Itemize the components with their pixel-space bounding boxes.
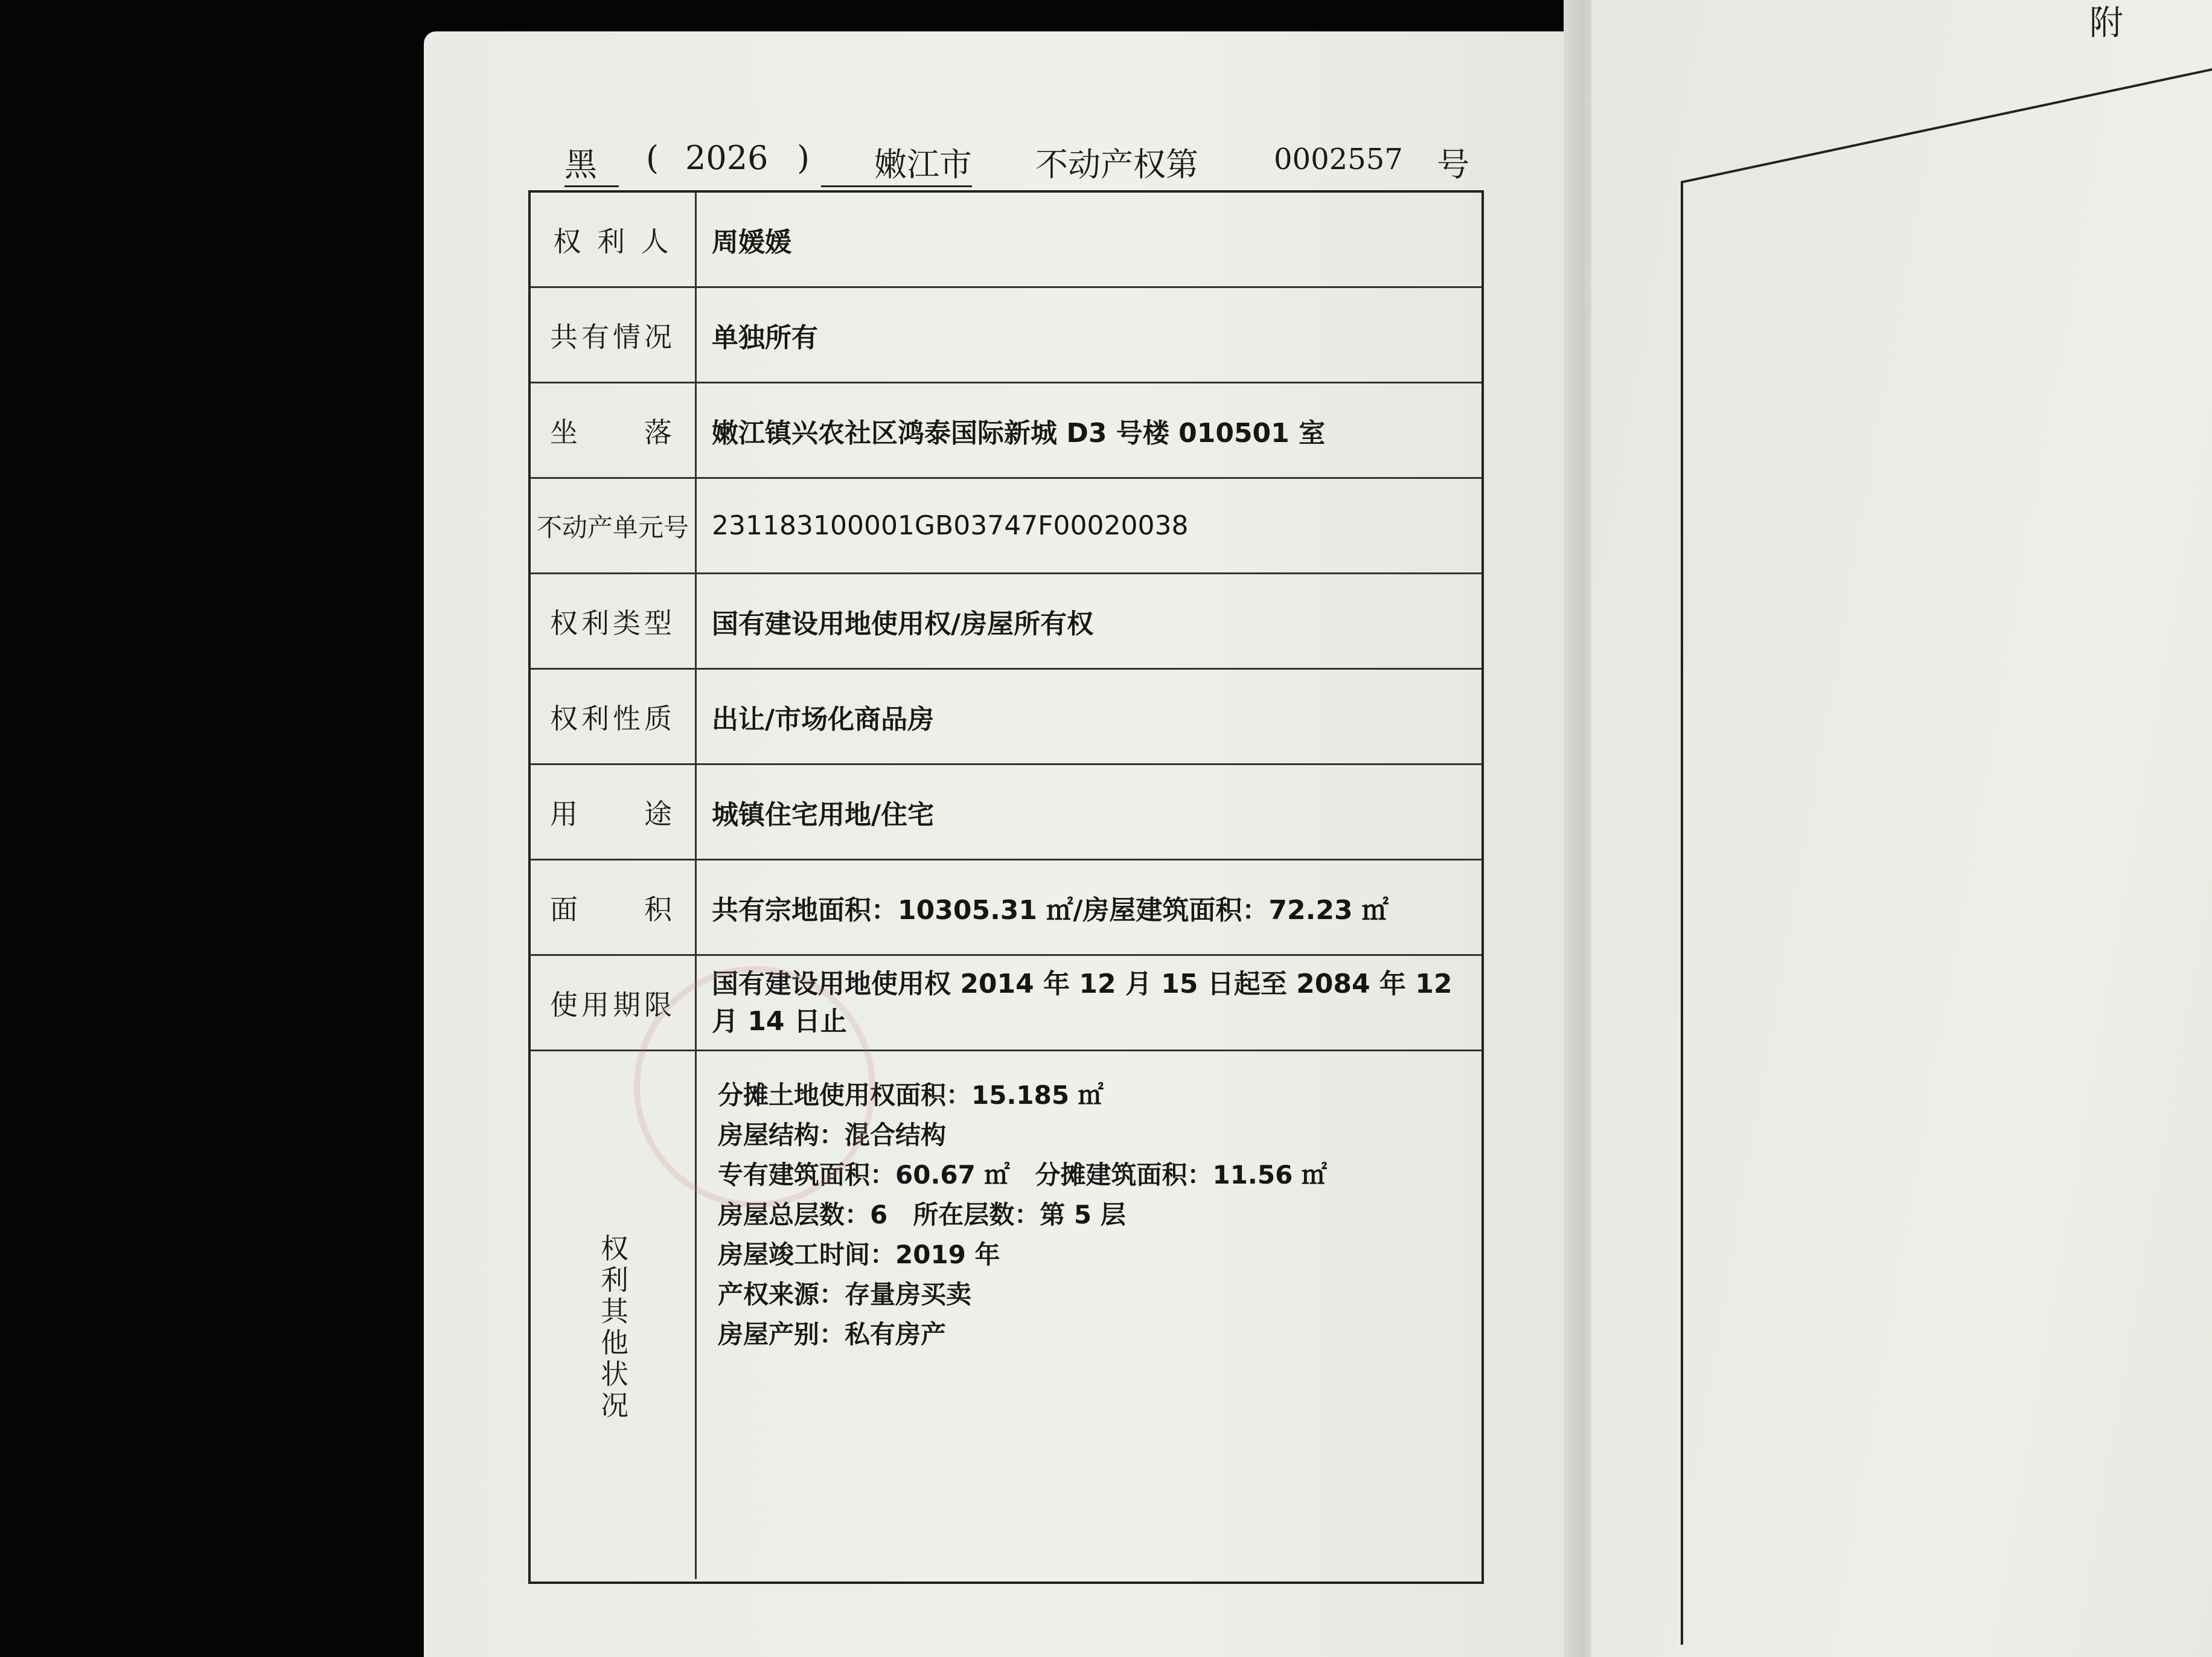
- value-right-holder: 周媛媛: [712, 226, 791, 258]
- row-location: [531, 383, 1482, 479]
- label-right-nature: 权利性质: [531, 670, 697, 763]
- label-unit-number: 不动产单元号: [531, 479, 697, 572]
- row-area: [531, 861, 1482, 956]
- year: 2026: [685, 139, 769, 177]
- value-right-nature: 出让/市场化商品房: [712, 704, 935, 735]
- label-term: 使用期限: [531, 956, 697, 1050]
- paren-close: ): [797, 139, 810, 177]
- row-right-type: [531, 574, 1482, 670]
- label-right-holder: 权 利 人: [531, 193, 697, 286]
- title-middle: 不动产权第: [1035, 146, 1198, 184]
- paren-open: (: [646, 139, 659, 177]
- other-line-exclusive-area: 专有建筑面积：60.67 ㎡ 分摊建筑面积：11.56 ㎡: [718, 1160, 1327, 1190]
- certificate-right-page: [1591, 0, 2212, 1657]
- corner-label: 附: [2089, 4, 2123, 43]
- label-usage: 用 途: [531, 765, 697, 859]
- faint-official-seal: [634, 966, 875, 1208]
- other-line-structure: 房屋结构：混合结构: [718, 1120, 947, 1150]
- certificate-number-line: [543, 133, 1485, 187]
- value-usage: 城镇住宅用地/住宅: [712, 799, 935, 830]
- value-area: 共有宗地面积：10305.31 ㎡/房屋建筑面积：72.23 ㎡: [712, 894, 1389, 926]
- value-unit-number: 231183100001GB03747F00020038: [712, 510, 1189, 541]
- property-rights-table: [528, 190, 1484, 1584]
- other-line-source: 产权来源：存量房买卖: [718, 1280, 972, 1309]
- row-unit-number: [531, 479, 1482, 574]
- label-location: 坐 落: [531, 383, 697, 477]
- other-line-completion: 房屋竣工时间：2019 年: [718, 1240, 1000, 1269]
- label-other-conditions: 权利其他状况: [596, 1234, 629, 1422]
- certificate-number: 0002557: [1274, 143, 1403, 176]
- row-co-ownership: [531, 288, 1482, 383]
- other-line-shared-land-area: 分摊土地使用权面积：15.185 ㎡: [718, 1080, 1104, 1110]
- label-co-ownership: 共有情况: [531, 288, 697, 382]
- other-line-category: 房屋产别：私有房产: [718, 1319, 947, 1349]
- value-term: 国有建设用地使用权 2014 年 12 月 15 日起至 2084 年 12 月 14 日止: [712, 968, 1453, 1037]
- row-right-nature: [531, 670, 1482, 765]
- label-area: 面 积: [531, 861, 697, 954]
- row-usage: [531, 765, 1482, 861]
- label-right-type: 权利类型: [531, 574, 697, 668]
- value-co-ownership: 单独所有: [712, 322, 818, 353]
- other-line-floors: 房屋总层数：6 所在层数：第 5 层: [718, 1200, 1126, 1229]
- title-suffix: 号: [1437, 146, 1469, 184]
- city-name: 嫩江市: [821, 139, 972, 187]
- value-right-type: 国有建设用地使用权/房屋所有权: [712, 608, 1094, 639]
- row-right-holder: [531, 193, 1482, 288]
- value-location: 嫩江镇兴农社区鸿泰国际新城 D3 号楼 010501 室: [712, 417, 1326, 449]
- right-page-frame: [1681, 65, 2212, 1645]
- province-prefix: 黑: [564, 139, 619, 187]
